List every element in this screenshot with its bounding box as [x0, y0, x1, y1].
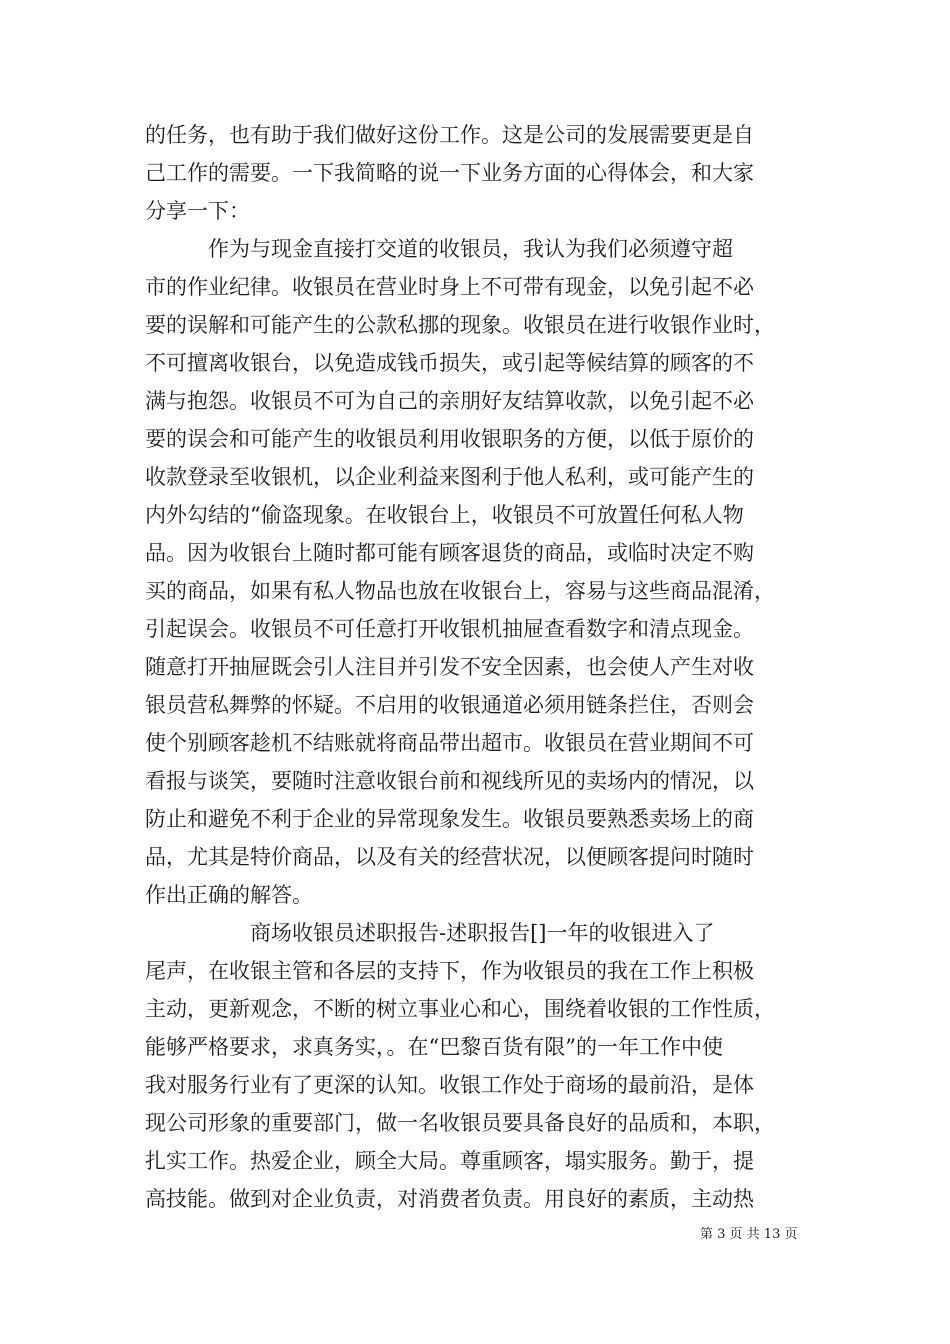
- text-line: 尾声，在收银主管和各层的支持下，作为收银员的我在工作上积极: [145, 959, 754, 983]
- text-line: 内外勾结的“偷盗现象。在收银台上，收银员不可放置任何私人物: [145, 503, 744, 527]
- text-line: 主动，更新观念，不断的树立事业心和心，围绕着收银的工作性质，: [145, 997, 775, 1021]
- text-line: 能够严格要求，求真务实，。在“巴黎百货有限”的一年工作中使: [145, 1035, 723, 1059]
- text-line: 现公司形象的重要部门，做一名收银员要具备良好的品质和，本职，: [145, 1111, 775, 1135]
- text-line: 看报与谈笑，要随时注意收银台前和视线所见的卖场内的情况，以: [145, 769, 754, 793]
- text-line: 作出正确的解答。: [145, 883, 313, 907]
- text-line: 要的误解和可能产生的公款私挪的现象。收银员在进行收银作业时，: [145, 313, 775, 337]
- text-line: 不可擅离收银台，以免造成钱币损失，或引起等候结算的顾客的不: [145, 351, 754, 375]
- text-line: 引起误会。收银员不可任意打开收银机抽屉查看数字和清点现金。: [145, 617, 754, 641]
- text-line: 作为与现金直接打交道的收银员，我认为我们必须遵守超: [145, 237, 733, 261]
- text-line: 要的误会和可能产生的收银员利用收银职务的方便，以低于原价的: [145, 427, 754, 451]
- text-line: 分享一下：: [145, 199, 250, 223]
- text-line: 商场收银员述职报告-述职报告[]一年的收银进入了: [145, 921, 715, 945]
- text-line: 我对服务行业有了更深的认知。收银工作处于商场的最前沿，是体: [145, 1073, 754, 1097]
- text-line: 的任务，也有助于我们做好这份工作。这是公司的发展需要更是自: [145, 123, 754, 147]
- text-line: 扎实工作。热爱企业，顾全大局。尊重顾客，塌实服务。勤于，提: [145, 1149, 754, 1173]
- text-line: 防止和避免不利于企业的异常现象发生。收银员要熟悉卖场上的商: [145, 807, 754, 831]
- text-line: 市的作业纪律。收银员在营业时身上不可带有现金，以免引起不必: [145, 275, 754, 299]
- text-line: 银员营私舞弊的怀疑。不启用的收银通道必须用链条拦住，否则会: [145, 693, 754, 717]
- page-number-footer: 第 3 页 共 13 页: [700, 1227, 798, 1242]
- text-line: 高技能。做到对企业负责，对消费者负责。用良好的素质，主动热: [145, 1187, 754, 1211]
- text-line: 己工作的需要。一下我简略的说一下业务方面的心得体会，和大家: [145, 161, 754, 185]
- text-line: 满与抱怨。收银员不可为自己的亲朋好友结算收款，以免引起不必: [145, 389, 754, 413]
- text-line: 随意打开抽屉既会引人注目并引发不安全因素，也会使人产生对收: [145, 655, 754, 679]
- text-line: 使个别顾客趁机不结账就将商品带出超市。收银员在营业期间不可: [145, 731, 754, 755]
- text-line: 收款登录至收银机，以企业利益来图利于他人私利，或可能产生的: [145, 465, 754, 489]
- text-line: 品。因为收银台上随时都可能有顾客退货的商品，或临时决定不购: [145, 541, 754, 565]
- text-line: 品，尤其是特价商品，以及有关的经营状况，以便顾客提问时随时: [145, 845, 754, 869]
- text-line: 买的商品，如果有私人物品也放在收银台上，容易与这些商品混淆，: [145, 579, 775, 603]
